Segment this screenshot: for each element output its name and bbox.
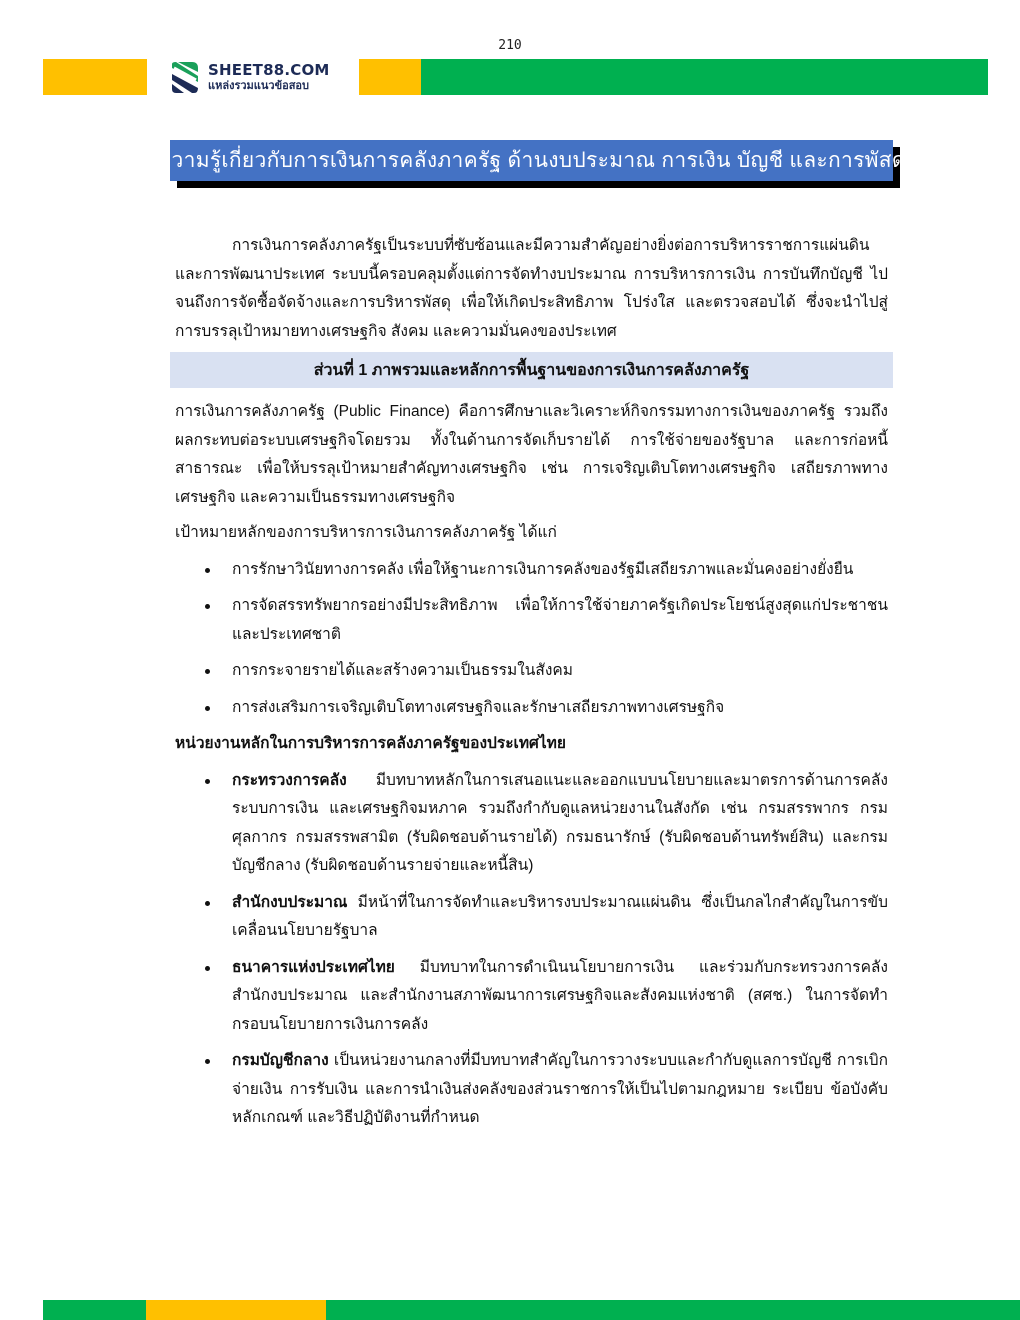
agency-desc: มีบทบาทหลักในการเสนอแนะและออกแบบนโยบายและมาตรการด้านการคลัง ระบบการเงิน และเศรษฐกิจมหภาค รวมถึงกำกับดูแลหน่วยงานในสังกัด เช่น กรมสรรพากร กรมศุลกากร กรมสรรพสามิต (รับผิดชอบด้านรายได้) กรมธนารักษ์ (รับผิดชอบด้านทรัพย์สิน) และกรมบัญชีกลาง (รับผิดชอบด้านรายจ่ายและหนี้สิน) (232, 771, 888, 874)
footer-bar-yellow (146, 1300, 326, 1320)
bullet-icon (205, 568, 210, 573)
bullet-icon (205, 901, 210, 906)
section1-body (175, 398, 888, 1141)
agency-name: กรมบัญชีกลาง (232, 1052, 329, 1069)
list-item: การจัดสรรทรัพยากรอย่างมีประสิทธิภาพ เพื่อให้การใช้จ่ายภาครัฐเกิดประโยชน์สูงสุดแก่ประชาชนและประเทศชาติ (175, 592, 888, 649)
page-number: 210 (498, 38, 522, 53)
header-bar-yellow-right (359, 59, 421, 95)
list-item (175, 889, 888, 946)
bullet-icon (205, 706, 210, 711)
header-bar-green (421, 59, 988, 95)
logo-brand: SHEET88.COM (208, 61, 330, 79)
agency-desc: มีหน้าที่ในการจัดทำและบริหารงบประมาณแผ่นดิน ซึ่งเป็นกลไกสำคัญในการขับเคลื่อนนโยบายรัฐบาล (232, 893, 888, 939)
chapter-title: ความรู้เกี่ยวกับการเงินการคลังภาครัฐ ด้านงบประมาณ การเงิน บัญชี และการพัสดุ (157, 149, 906, 172)
list-item (175, 1047, 888, 1133)
footer-bar-green-right (326, 1300, 1020, 1320)
agencies-heading: หน่วยงานหลักในการบริหารการคลังภาครัฐของประเทศไทย (175, 735, 566, 752)
agency-name: สำนักงบประมาณ (232, 893, 348, 911)
bullet-icon (205, 604, 210, 609)
goals-intro: เป้าหมายหลักของการบริหารการเงินการคลังภาครัฐ ได้แก่ (175, 524, 557, 541)
definition-paragraph: การเงินการคลังภาครัฐ (Public Finance) คือการศึกษาและวิเคราะห์กิจกรรมทางการเงินของภาครัฐ รวมถึงผลกระทบต่อระบบเศรษฐกิจโดยรวม ทั้งในด้านการจัดเก็บรายได้ การใช้จ่ายของรัฐบาล และการก่อหนี้สาธารณะ เพื่อให้บรรลุเป้าหมายสำคัญทางเศรษฐกิจ เช่น การเจริญเติบโตทางเศรษฐกิจ เสถียรภาพทางเศรษฐกิจ และความเป็นธรรมทางเศรษฐกิจ (175, 403, 888, 506)
agencies-list (175, 767, 888, 1133)
footer-bar-green-left (43, 1300, 146, 1320)
goals-list (175, 556, 888, 723)
list-item: การรักษาวินัยทางการคลัง เพื่อให้ฐานะการเงินการคลังของรัฐมีเสถียรภาพและมั่นคงอย่างยั่งยืน (175, 556, 888, 585)
intro-block (175, 232, 888, 346)
agency-name: กระทรวงการคลัง (232, 771, 347, 789)
agency-name: ธนาคารแห่งประเทศไทย (232, 958, 395, 976)
section-heading: ส่วนที่ 1 ภาพรวมและหลักการพื้นฐานของการเงินการคลังภาครัฐ (313, 361, 750, 379)
agency-desc: มีบทบาทในการดำเนินนโยบายการเงิน และร่วมกับกระทรวงการคลัง สำนักงบประมาณ และสำนักงานสภาพัฒนาการเศรษฐกิจและสังคมแห่งชาติ (สศช.) ในการจัดทำกรอบนโยบายการเงินการคลัง (232, 958, 888, 1033)
bullet-icon (205, 966, 210, 971)
bullet-icon (205, 779, 210, 784)
section-heading-band (170, 352, 893, 388)
intro-paragraph: การเงินการคลังภาครัฐเป็นระบบที่ซับซ้อนและมีความสำคัญอย่างยิ่งต่อการบริหารราชการแผ่นดินและการพัฒนาประเทศ ระบบนี้ครอบคลุมตั้งแต่การจัดทำงบประมาณ การบริหารการเงิน การบันทึกบัญชี ไปจนถึงการจัดซื้อจัดจ้างและการบริหารพัสดุ เพื่อให้เกิดประสิทธิภาพ โปร่งใส และตรวจสอบได้ ซึ่งจะนำไปสู่การบรรลุเป้าหมายทางเศรษฐกิจ สังคม และความมั่นคงของประเทศ (175, 237, 888, 340)
list-item (175, 954, 888, 1040)
header-bar-yellow-left (43, 59, 147, 95)
chapter-title-box (157, 140, 906, 181)
agency-desc: เป็นหน่วยงานกลางที่มีบทบาทสำคัญในการวางระบบและกำกับดูแลการบัญชี การเบิกจ่ายเงิน การรับเงิน และการนำเงินส่งคลังของส่วนราชการให้เป็นไปตามกฎหมาย ระเบียบ ข้อบังคับ หลักเกณฑ์ และวิธีปฏิบัติงานที่กำหนด (232, 1052, 888, 1126)
list-item: การส่งเสริมการเจริญเติบโตทางเศรษฐกิจและรักษาเสถียรภาพทางเศรษฐกิจ (175, 694, 888, 723)
list-item: การกระจายรายได้และสร้างความเป็นธรรมในสังคม (175, 657, 888, 686)
list-item (175, 767, 888, 881)
bullet-icon (205, 1059, 210, 1064)
bullet-icon (205, 669, 210, 674)
sheet88-s-logo-icon (168, 58, 202, 96)
sheet88-logo (168, 57, 330, 97)
logo-tagline: แหล่งรวมแนวข้อสอบ (208, 79, 310, 92)
